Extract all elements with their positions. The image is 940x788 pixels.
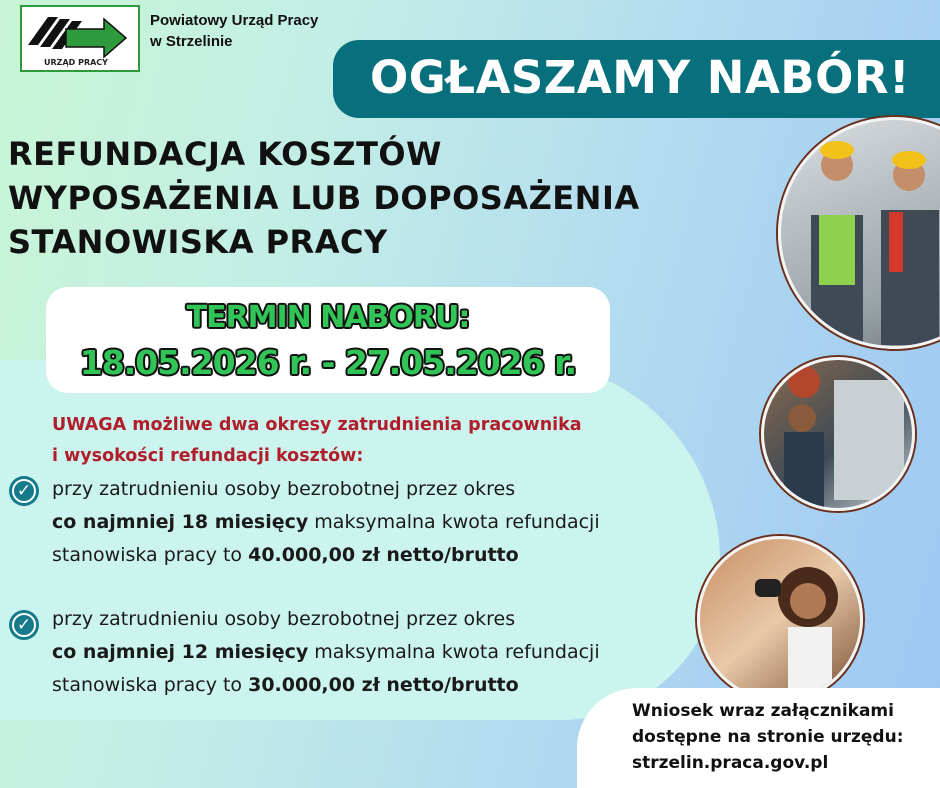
option-text: maksymalna kwota refundacji <box>308 641 600 663</box>
check-circle-icon: ✓ <box>9 610 39 640</box>
footer-text <box>632 698 904 776</box>
workers-photo <box>778 117 940 349</box>
office-name-line: w Strzelinie <box>150 33 233 50</box>
technician-illustration <box>764 360 912 508</box>
footer-line: dostępne na stronie urzędu: <box>632 727 904 747</box>
program-title-line: STANOWISKA PRACY <box>8 223 388 261</box>
option-text: stanowiska pracy to <box>52 544 249 566</box>
option-period: co najmniej 12 miesięcy <box>52 641 309 663</box>
hairdresser-photo <box>697 536 863 702</box>
hairdresser-illustration <box>700 539 860 699</box>
option-text: stanowiska pracy to <box>52 674 249 696</box>
option-line <box>52 669 600 702</box>
option-line <box>52 506 600 539</box>
program-title-line: WYPOSAŻENIA LUB DOPOSAŻENIA <box>8 179 640 217</box>
option-line <box>52 636 600 669</box>
program-title-line: REFUNDACJA KOSZTÓW <box>8 135 442 173</box>
office-name-line: Powiatowy Urząd Pracy <box>150 12 319 29</box>
option-amount: 30.000,00 zł netto/brutto <box>248 674 519 696</box>
refund-option-12-months <box>52 603 600 702</box>
office-name <box>150 10 318 52</box>
option-line: przy zatrudnieniu osoby bezrobotnej przez okres <box>52 478 516 500</box>
option-period: co najmniej 18 miesięcy <box>52 511 309 533</box>
notice-text <box>52 410 582 472</box>
program-title <box>8 132 640 264</box>
deadline-label: TERMIN NABORU: <box>186 300 470 335</box>
deadline-dates: 18.05.2026 r. - 27.05.2026 r. <box>79 343 577 382</box>
option-amount: 40.000,00 zł netto/brutto <box>248 544 519 566</box>
notice-line: i wysokości refundacji kosztów: <box>52 446 364 466</box>
workers-illustration <box>781 120 940 346</box>
logo-caption: URZĄD PRACY <box>44 58 108 67</box>
refund-option-18-months <box>52 473 600 572</box>
notice-line: UWAGA możliwe dwa okresy zatrudnienia pracownika <box>52 415 582 435</box>
urzad-pracy-logo <box>20 5 140 72</box>
check-circle-icon: ✓ <box>9 476 39 506</box>
technician-photo <box>761 357 915 511</box>
option-text: maksymalna kwota refundacji <box>308 511 600 533</box>
footer-line: Wniosek wraz załącznikami <box>632 701 894 721</box>
option-line: przy zatrudnieniu osoby bezrobotnej przez okres <box>52 608 516 630</box>
option-line <box>52 539 600 572</box>
website-url: strzelin.praca.gov.pl <box>632 753 829 773</box>
banner-text: OGŁASZAMY NABÓR! <box>369 51 911 104</box>
